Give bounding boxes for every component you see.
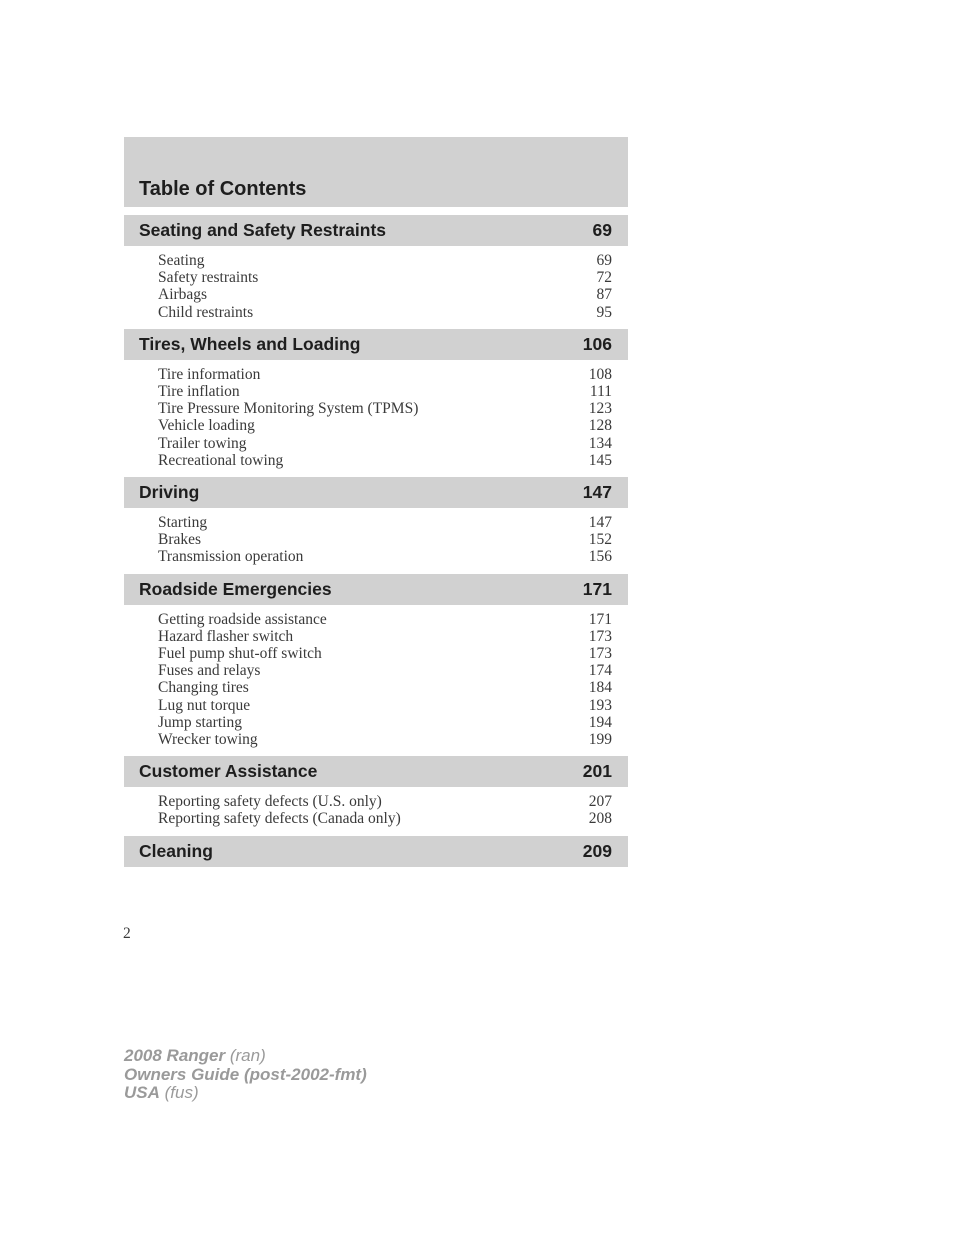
toc-entry[interactable] bbox=[158, 269, 612, 286]
section-page: 171 bbox=[582, 578, 612, 599]
section-item-list bbox=[124, 605, 628, 749]
entry-page: 193 bbox=[588, 696, 612, 714]
entry-label: Fuel pump shut-off switch bbox=[158, 645, 322, 663]
entry-label: Trailer towing bbox=[158, 434, 247, 452]
footer-guide: Owners Guide (post-2002-fmt) bbox=[124, 1064, 367, 1084]
section-title: Roadside Emergencies bbox=[139, 578, 332, 599]
entry-label: Brakes bbox=[158, 531, 202, 549]
toc-section-header[interactable] bbox=[124, 836, 628, 867]
entry-label: Recreational towing bbox=[158, 451, 284, 469]
entry-label: Hazard flasher switch bbox=[158, 627, 294, 645]
entry-page: 95 bbox=[596, 303, 612, 321]
section-title: Cleaning bbox=[139, 840, 213, 861]
entry-page: 108 bbox=[588, 365, 612, 383]
footer-line-guide bbox=[124, 1066, 367, 1085]
entry-label: Child restraints bbox=[158, 303, 254, 321]
footer-line-model bbox=[124, 1047, 367, 1066]
toc-section-header[interactable] bbox=[124, 756, 628, 787]
toc-entry[interactable] bbox=[158, 662, 612, 679]
entry-page: 72 bbox=[596, 269, 612, 287]
toc-entry[interactable] bbox=[158, 366, 612, 383]
entry-label: Airbags bbox=[158, 286, 208, 304]
entry-page: 208 bbox=[588, 810, 612, 828]
entry-label: Lug nut torque bbox=[158, 696, 251, 714]
toc-entry[interactable] bbox=[158, 417, 612, 434]
toc-entry[interactable] bbox=[158, 793, 612, 810]
entry-label: Tire Pressure Monitoring System (TPMS) bbox=[158, 400, 419, 418]
entry-page: 156 bbox=[588, 548, 612, 566]
entry-page: 174 bbox=[588, 662, 612, 680]
toc-header-bar bbox=[124, 137, 628, 207]
entry-page: 128 bbox=[588, 417, 612, 435]
entry-label: Wrecker towing bbox=[158, 731, 258, 749]
entry-page: 87 bbox=[596, 286, 612, 304]
entry-label: Reporting safety defects (Canada only) bbox=[158, 810, 401, 828]
toc-entry[interactable] bbox=[158, 611, 612, 628]
toc-entry[interactable] bbox=[158, 810, 612, 827]
section-item-list bbox=[124, 246, 628, 321]
toc-entry[interactable] bbox=[158, 383, 612, 400]
toc-entry[interactable] bbox=[158, 628, 612, 645]
toc-entry[interactable] bbox=[158, 714, 612, 731]
entry-page: 173 bbox=[588, 627, 612, 645]
toc-entry[interactable] bbox=[158, 514, 612, 531]
entry-page: 111 bbox=[589, 383, 612, 401]
entry-page: 194 bbox=[588, 713, 612, 731]
footer-model: 2008 Ranger bbox=[124, 1046, 226, 1065]
entry-label: Vehicle loading bbox=[158, 417, 255, 435]
toc-entry[interactable] bbox=[158, 435, 612, 452]
entry-page: 173 bbox=[588, 645, 612, 663]
toc-sections bbox=[124, 215, 628, 867]
entry-label: Reporting safety defects (U.S. only) bbox=[158, 793, 382, 811]
section-title: Seating and Safety Restraints bbox=[139, 220, 387, 240]
section-item-list bbox=[124, 787, 628, 827]
toc-entry[interactable] bbox=[158, 304, 612, 321]
toc-section-header[interactable] bbox=[124, 477, 628, 508]
toc-title: Table of Contents bbox=[139, 178, 307, 200]
toc-entry[interactable] bbox=[158, 679, 612, 696]
table-of-contents bbox=[124, 137, 628, 867]
section-title: Tires, Wheels and Loading bbox=[139, 333, 361, 354]
footer-line-region bbox=[124, 1084, 367, 1103]
entry-label: Jump starting bbox=[158, 713, 242, 731]
toc-entry[interactable] bbox=[158, 645, 612, 662]
toc-section-header[interactable] bbox=[124, 329, 628, 360]
entry-label: Changing tires bbox=[158, 679, 249, 697]
entry-page: 152 bbox=[588, 531, 612, 549]
entry-label: Transmission operation bbox=[158, 548, 304, 566]
toc-section-header[interactable] bbox=[124, 215, 628, 246]
section-title: Driving bbox=[139, 482, 200, 503]
footer-region: USA bbox=[124, 1083, 160, 1102]
entry-page: 69 bbox=[596, 252, 612, 269]
section-page: 209 bbox=[582, 840, 612, 861]
section-page: 106 bbox=[582, 333, 612, 354]
entry-page: 199 bbox=[588, 731, 612, 749]
entry-label: Tire inflation bbox=[158, 383, 240, 401]
section-page: 201 bbox=[582, 761, 612, 782]
toc-entry[interactable] bbox=[158, 697, 612, 714]
document-footer bbox=[124, 1047, 367, 1103]
entry-page: 134 bbox=[588, 434, 612, 452]
entry-page: 147 bbox=[588, 514, 612, 532]
section-item-list bbox=[124, 508, 628, 566]
footer-model-code: (ran) bbox=[229, 1046, 266, 1065]
entry-page: 123 bbox=[588, 400, 612, 418]
entry-label: Getting roadside assistance bbox=[158, 610, 327, 628]
entry-page: 145 bbox=[588, 451, 612, 469]
toc-entry[interactable] bbox=[158, 452, 612, 469]
entry-page: 207 bbox=[588, 793, 612, 811]
entry-label: Tire information bbox=[158, 365, 261, 383]
toc-entry[interactable] bbox=[158, 286, 612, 303]
section-page: 69 bbox=[592, 220, 612, 240]
entry-label: Starting bbox=[158, 514, 208, 532]
section-title: Customer Assistance bbox=[139, 761, 318, 782]
entry-page: 184 bbox=[588, 679, 612, 697]
entry-label: Seating bbox=[158, 252, 205, 269]
toc-entry[interactable] bbox=[158, 548, 612, 565]
toc-entry[interactable] bbox=[158, 400, 612, 417]
toc-section-header[interactable] bbox=[124, 574, 628, 605]
section-item-list bbox=[124, 360, 628, 469]
toc-entry[interactable] bbox=[158, 731, 612, 748]
entry-label: Safety restraints bbox=[158, 269, 259, 287]
entry-label: Fuses and relays bbox=[158, 662, 261, 680]
entry-page: 171 bbox=[588, 610, 612, 628]
section-page: 147 bbox=[582, 482, 612, 503]
page-number: 2 bbox=[123, 925, 131, 942]
footer-region-code: (fus) bbox=[164, 1083, 199, 1102]
toc-entry[interactable] bbox=[158, 531, 612, 548]
toc-entry[interactable] bbox=[158, 252, 612, 269]
